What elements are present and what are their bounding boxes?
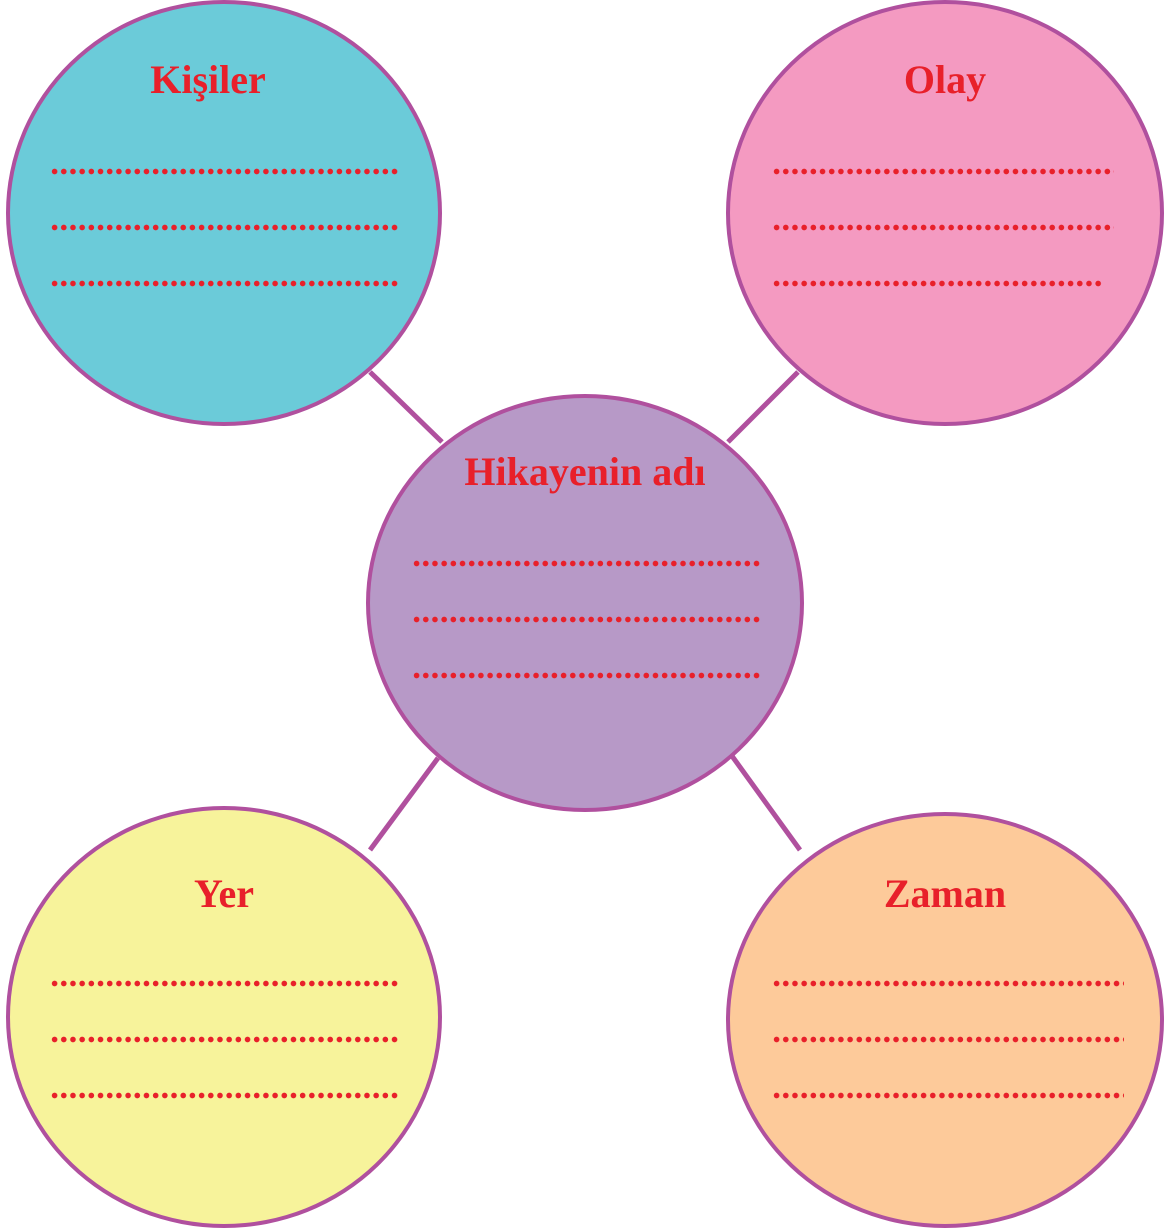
- answer-line: [772, 280, 1104, 287]
- answer-line: [50, 1092, 400, 1099]
- connector-bottom-right: [732, 756, 800, 850]
- bubble-yer: [6, 806, 442, 1228]
- bubble-kisiler-title: Kişiler: [150, 57, 266, 102]
- bubble-olay: [726, 0, 1164, 426]
- answer-line: [412, 672, 762, 679]
- answer-line: [50, 980, 400, 987]
- bubble-kisiler: [6, 0, 442, 426]
- answer-line: [50, 224, 400, 231]
- answer-line: [772, 980, 1124, 987]
- connector-bottom-left: [370, 758, 438, 850]
- answer-line: [772, 168, 1114, 175]
- answer-line: [412, 616, 762, 623]
- bubble-hikayenin-adi-title: Hikayenin adı: [464, 449, 706, 494]
- connector-top-right: [728, 372, 798, 442]
- answer-line: [772, 1092, 1124, 1099]
- answer-line: [772, 224, 1114, 231]
- answer-line: [50, 168, 400, 175]
- bubble-olay-title: Olay: [903, 57, 987, 102]
- answer-line: [412, 560, 762, 567]
- connector-top-left: [370, 372, 442, 442]
- answer-line: [50, 280, 400, 287]
- bubble-yer-title: Yer: [194, 871, 254, 916]
- answer-line: [50, 1036, 400, 1043]
- bubble-hikayenin-adi: [366, 394, 804, 812]
- bubble-zaman: [726, 812, 1164, 1228]
- answer-line: [772, 1036, 1124, 1043]
- bubble-zaman-title: Zaman: [883, 871, 1007, 916]
